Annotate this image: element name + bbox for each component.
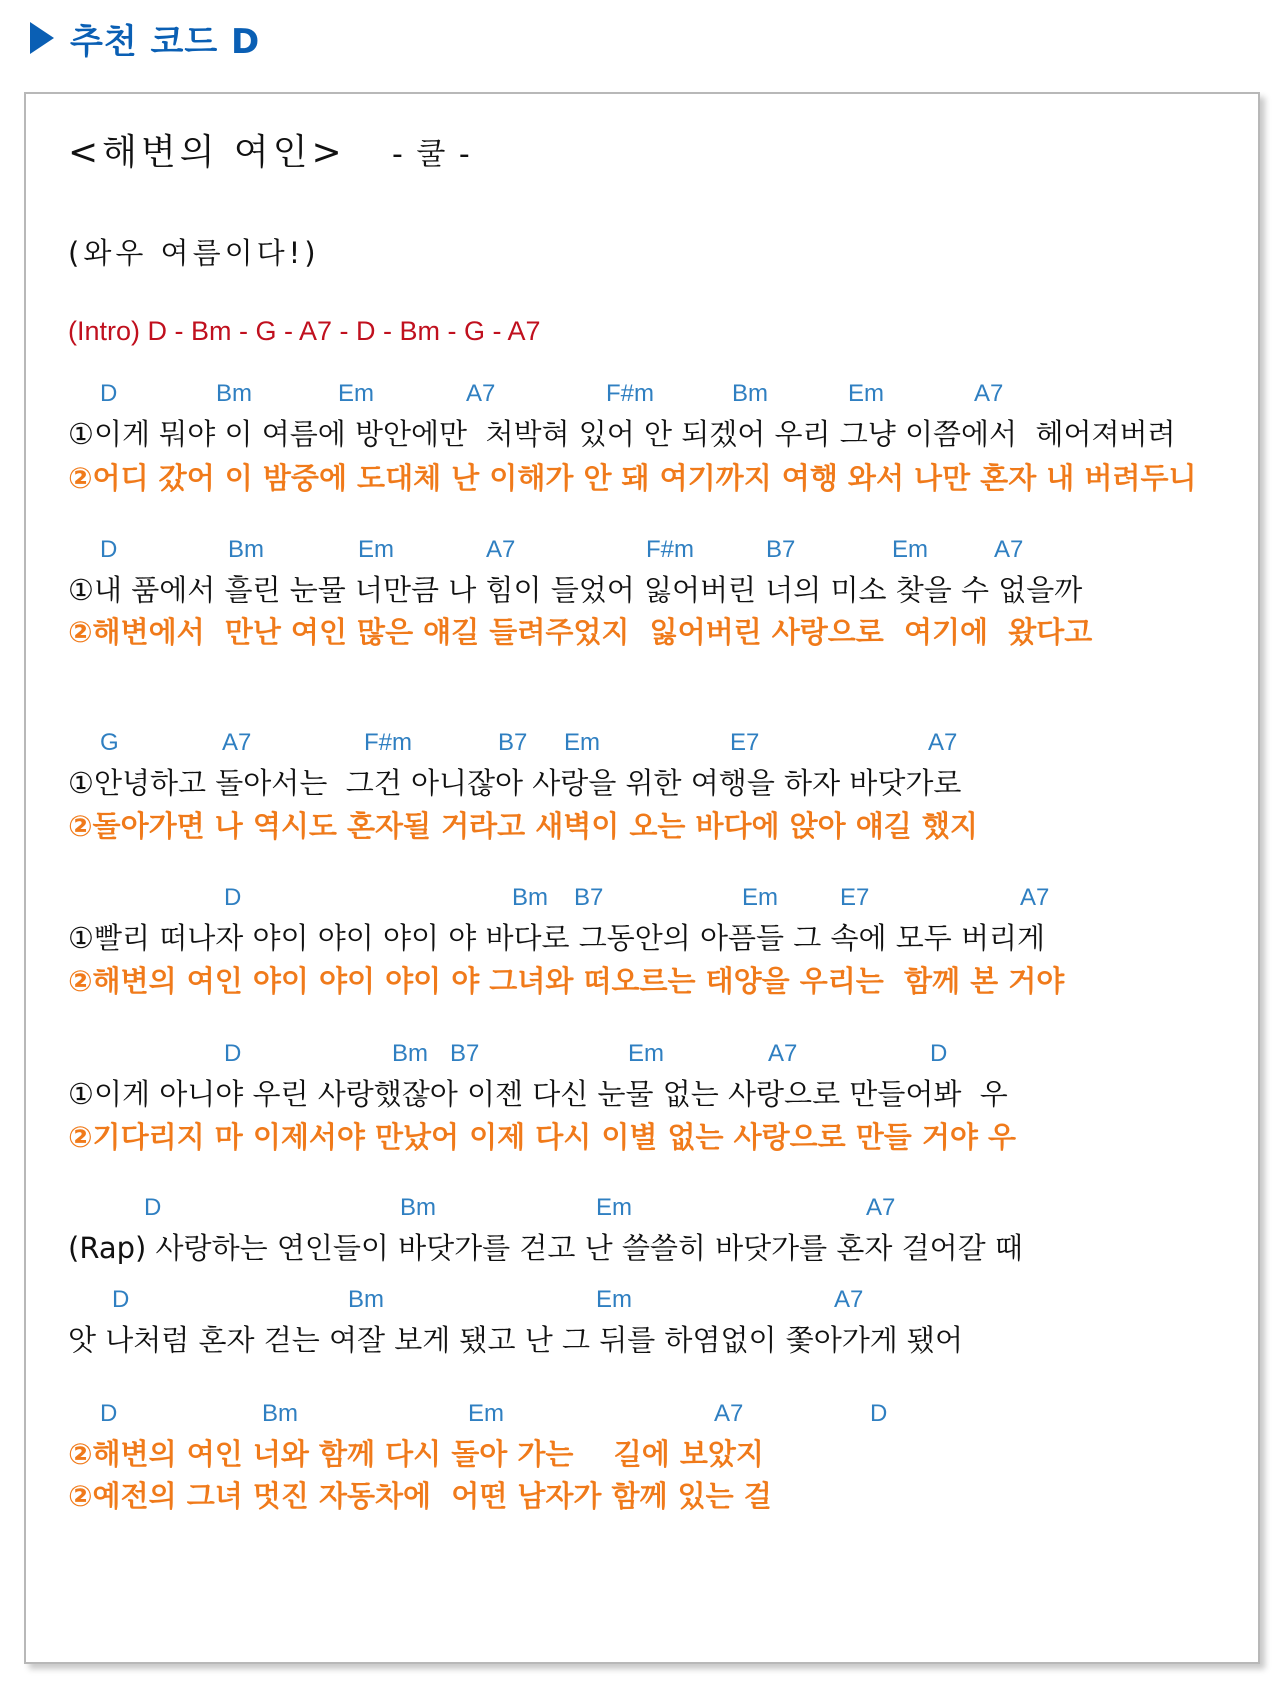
exclamation-line: (와우 여름이다!)	[68, 236, 320, 270]
lyric-line-2: ②기다리지 마 이제서야 만났어 이제 다시 이별 없는 사랑으로 만들 거야 우	[68, 1120, 1017, 1154]
chord-label: Em	[628, 1040, 664, 1067]
chord-label: E7	[840, 884, 870, 911]
chord-label: F#m	[646, 536, 694, 563]
chord-label: B7	[450, 1040, 480, 1067]
chord-label: Em	[892, 536, 928, 563]
chord-label: B7	[766, 536, 796, 563]
chord-label: D	[100, 536, 118, 563]
lyric-line-1: ①빨리 떠나자 야이 야이 야이 야 바다로 그동안의 아픔들 그 속에 모두 버리게	[68, 921, 1046, 955]
chord-label: Bm	[228, 536, 264, 563]
chord-label: G	[100, 729, 119, 756]
intro-chords: (Intro) D - Bm - G - A7 - D - Bm - G - A7	[68, 316, 541, 346]
chord-label: A7	[974, 380, 1004, 407]
song-title: <해변의 여인>	[68, 132, 346, 173]
lyric-line-2: ②해변에서 만난 여인 많은 얘길 들려주었지 잃어버린 사랑으로 여기에 왔다고	[68, 615, 1093, 649]
chord-label: D	[100, 1400, 118, 1427]
chord-label: Bm	[216, 380, 252, 407]
chord-label: Bm	[348, 1286, 384, 1313]
chord-label: A7	[928, 729, 958, 756]
chord-label: D	[224, 1040, 242, 1067]
chord-label: A7	[1020, 884, 1050, 911]
chord-label: F#m	[364, 729, 412, 756]
lyrics-sheet	[24, 92, 1260, 1664]
chord-label: A7	[994, 536, 1024, 563]
chord-label: Em	[468, 1400, 504, 1427]
chord-label: Bm	[732, 380, 768, 407]
chord-label: Bm	[262, 1400, 298, 1427]
chord-label: A7	[866, 1194, 896, 1221]
chord-label: A7	[486, 536, 516, 563]
chord-label: D	[930, 1040, 948, 1067]
chord-label: Em	[596, 1286, 632, 1313]
song-artist: - 쿨 -	[392, 137, 472, 172]
lyric-line-rap: 앗 나처럼 혼자 걷는 여잘 보게 됐고 난 그 뒤를 하염없이 쫓아가게 됐어	[68, 1323, 964, 1357]
lyric-line-2: ②해변의 여인 너와 함께 다시 돌아 가는 길에 보았지	[68, 1437, 764, 1471]
chord-label: D	[870, 1400, 888, 1427]
chord-label: D	[224, 884, 242, 911]
lyric-line-1: ①이게 아니야 우린 사랑했잖아 이젠 다신 눈물 없는 사랑으로 만들어봐 우	[68, 1077, 1008, 1111]
chord-label: E7	[730, 729, 760, 756]
chord-label: D	[144, 1194, 162, 1221]
chord-label: Em	[338, 380, 374, 407]
chord-label: Bm	[400, 1194, 436, 1221]
lyric-line-1: ①이게 뭐야 이 여름에 방안에만 처박혀 있어 안 되겠어 우리 그냥 이쯤에서 헤어져버려	[68, 417, 1176, 451]
play-triangle-icon	[30, 22, 54, 54]
chord-label: Bm	[512, 884, 548, 911]
chord-label: B7	[498, 729, 528, 756]
chord-label: A7	[714, 1400, 744, 1427]
chord-label: A7	[222, 729, 252, 756]
chord-label: Em	[742, 884, 778, 911]
chord-label: F#m	[606, 380, 654, 407]
lyric-line-3: ②예전의 그녀 멋진 자동차에 어떤 남자가 함께 있는 걸	[68, 1479, 772, 1513]
heading-text: 추천 코드 D	[70, 21, 261, 62]
chord-label: Em	[358, 536, 394, 563]
song-title-line	[68, 124, 472, 175]
lyric-line-1: ①내 품에서 흘린 눈물 너만큼 나 힘이 들었어 잃어버린 너의 미소 찾을 수 없을까	[68, 573, 1083, 607]
section-heading	[30, 14, 260, 62]
chord-label: Bm	[392, 1040, 428, 1067]
chord-label: A7	[768, 1040, 798, 1067]
chord-label: Em	[596, 1194, 632, 1221]
chord-label: D	[112, 1286, 130, 1313]
lyric-line-2: ②돌아가면 나 역시도 혼자될 거라고 새벽이 오는 바다에 앉아 얘길 했지	[68, 809, 978, 843]
chord-label: Em	[848, 380, 884, 407]
chord-label: B7	[574, 884, 604, 911]
chord-label: A7	[834, 1286, 864, 1313]
lyric-line-2: ②어디 갔어 이 밤중에 도대체 난 이해가 안 돼 여기까지 여행 와서 나만 혼자 내 버려두니	[68, 461, 1197, 495]
chord-label: A7	[466, 380, 496, 407]
chord-label: D	[100, 380, 118, 407]
lyric-line-1: ①안녕하고 돌아서는 그건 아니잖아 사랑을 위한 여행을 하자 바닷가로	[68, 766, 962, 800]
lyric-line-2: ②해변의 여인 야이 야이 야이 야 그녀와 떠오르는 태양을 우리는 함께 본 거야	[68, 964, 1065, 998]
lyric-line-rap: (Rap) 사랑하는 연인들이 바닷가를 걷고 난 쓸쓸히 바닷가를 혼자 걸어갈 때	[68, 1231, 1023, 1265]
chord-label: Em	[564, 729, 600, 756]
